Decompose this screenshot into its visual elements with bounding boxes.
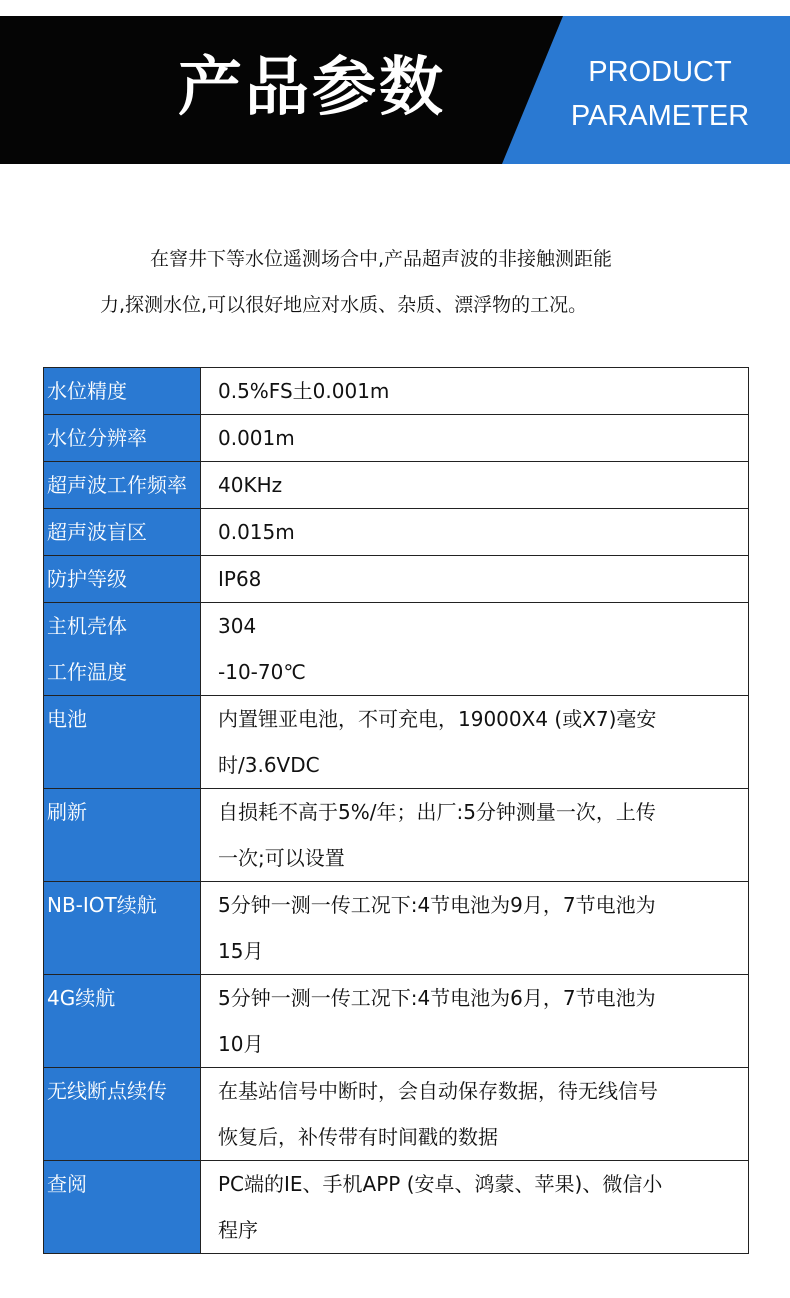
subtitle-line-1: PRODUCT	[588, 56, 732, 88]
intro-paragraph	[100, 236, 700, 328]
spec-value-line: 自损耗不高于5%/年；出厂:5分钟测量一次，上传	[218, 800, 656, 824]
spec-value-line: 304	[218, 614, 257, 638]
spec-value-line: 程序	[218, 1218, 258, 1242]
table-row	[44, 789, 749, 882]
spec-key-line: 工作温度	[47, 660, 127, 684]
table-row	[44, 603, 749, 696]
spec-value-line: 10月	[218, 1032, 264, 1056]
spec-value	[201, 975, 749, 1068]
spec-key: 防护等级	[44, 556, 201, 603]
spec-key-line: 主机壳体	[47, 614, 127, 638]
table-row	[44, 1068, 749, 1161]
spec-key: 刷新	[44, 789, 201, 882]
spec-key: 电池	[44, 696, 201, 789]
table-row	[44, 696, 749, 789]
spec-value: 40KHz	[201, 462, 749, 509]
spec-value: 0.015m	[201, 509, 749, 556]
table-row	[44, 975, 749, 1068]
spec-value-line: 内置锂亚电池，不可充电，19000X4 (或X7)毫安	[218, 707, 657, 731]
subtitle-line-2: PARAMETER	[570, 100, 750, 132]
spec-table	[43, 367, 749, 1254]
spec-value: IP68	[201, 556, 749, 603]
header-banner	[0, 16, 790, 164]
table-row	[44, 1161, 749, 1254]
spec-value-line: 5分钟一测一传工况下:4节电池为6月，7节电池为	[218, 986, 656, 1010]
spec-value	[201, 603, 749, 696]
page-subtitle-en	[540, 50, 780, 138]
spec-value-line: 恢复后，补传带有时间戳的数据	[218, 1125, 498, 1149]
spec-key: 无线断点续传	[44, 1068, 201, 1161]
spec-key: 超声波盲区	[44, 509, 201, 556]
spec-key: NB-IOT续航	[44, 882, 201, 975]
spec-value-line: -10-70℃	[218, 660, 306, 684]
spec-value: 0.5%FS土0.001m	[201, 368, 749, 415]
spec-value	[201, 696, 749, 789]
spec-key: 水位精度	[44, 368, 201, 415]
spec-key: 超声波工作频率	[44, 462, 201, 509]
spec-value-line: 时/3.6VDC	[218, 753, 320, 777]
intro-line-1: 在窨井下等水位遥测场合中,产品超声波的非接触测距能	[150, 248, 613, 270]
spec-value-line: 一次;可以设置	[218, 846, 345, 870]
spec-value-line: 15月	[218, 939, 264, 963]
table-row	[44, 882, 749, 975]
spec-value-line: PC端的IE、手机APP (安卓、鸿蒙、苹果)、微信小	[218, 1172, 663, 1196]
table-row	[44, 415, 749, 462]
table-row	[44, 509, 749, 556]
spec-value	[201, 1161, 749, 1254]
intro-line-2: 力,探测水位,可以很好地应对水质、杂质、漂浮物的工况。	[100, 294, 588, 316]
spec-value: 0.001m	[201, 415, 749, 462]
spec-value-line: 5分钟一测一传工况下:4节电池为9月，7节电池为	[218, 893, 656, 917]
spec-value	[201, 789, 749, 882]
page-title: 产品参数	[178, 51, 446, 125]
spec-value	[201, 1068, 749, 1161]
table-row	[44, 462, 749, 509]
spec-key: 4G续航	[44, 975, 201, 1068]
spec-key	[44, 603, 201, 696]
spec-key: 水位分辨率	[44, 415, 201, 462]
table-row	[44, 556, 749, 603]
table-row	[44, 368, 749, 415]
spec-value-line: 在基站信号中断时，会自动保存数据，待无线信号	[218, 1079, 658, 1103]
spec-value	[201, 882, 749, 975]
spec-key: 查阅	[44, 1161, 201, 1254]
